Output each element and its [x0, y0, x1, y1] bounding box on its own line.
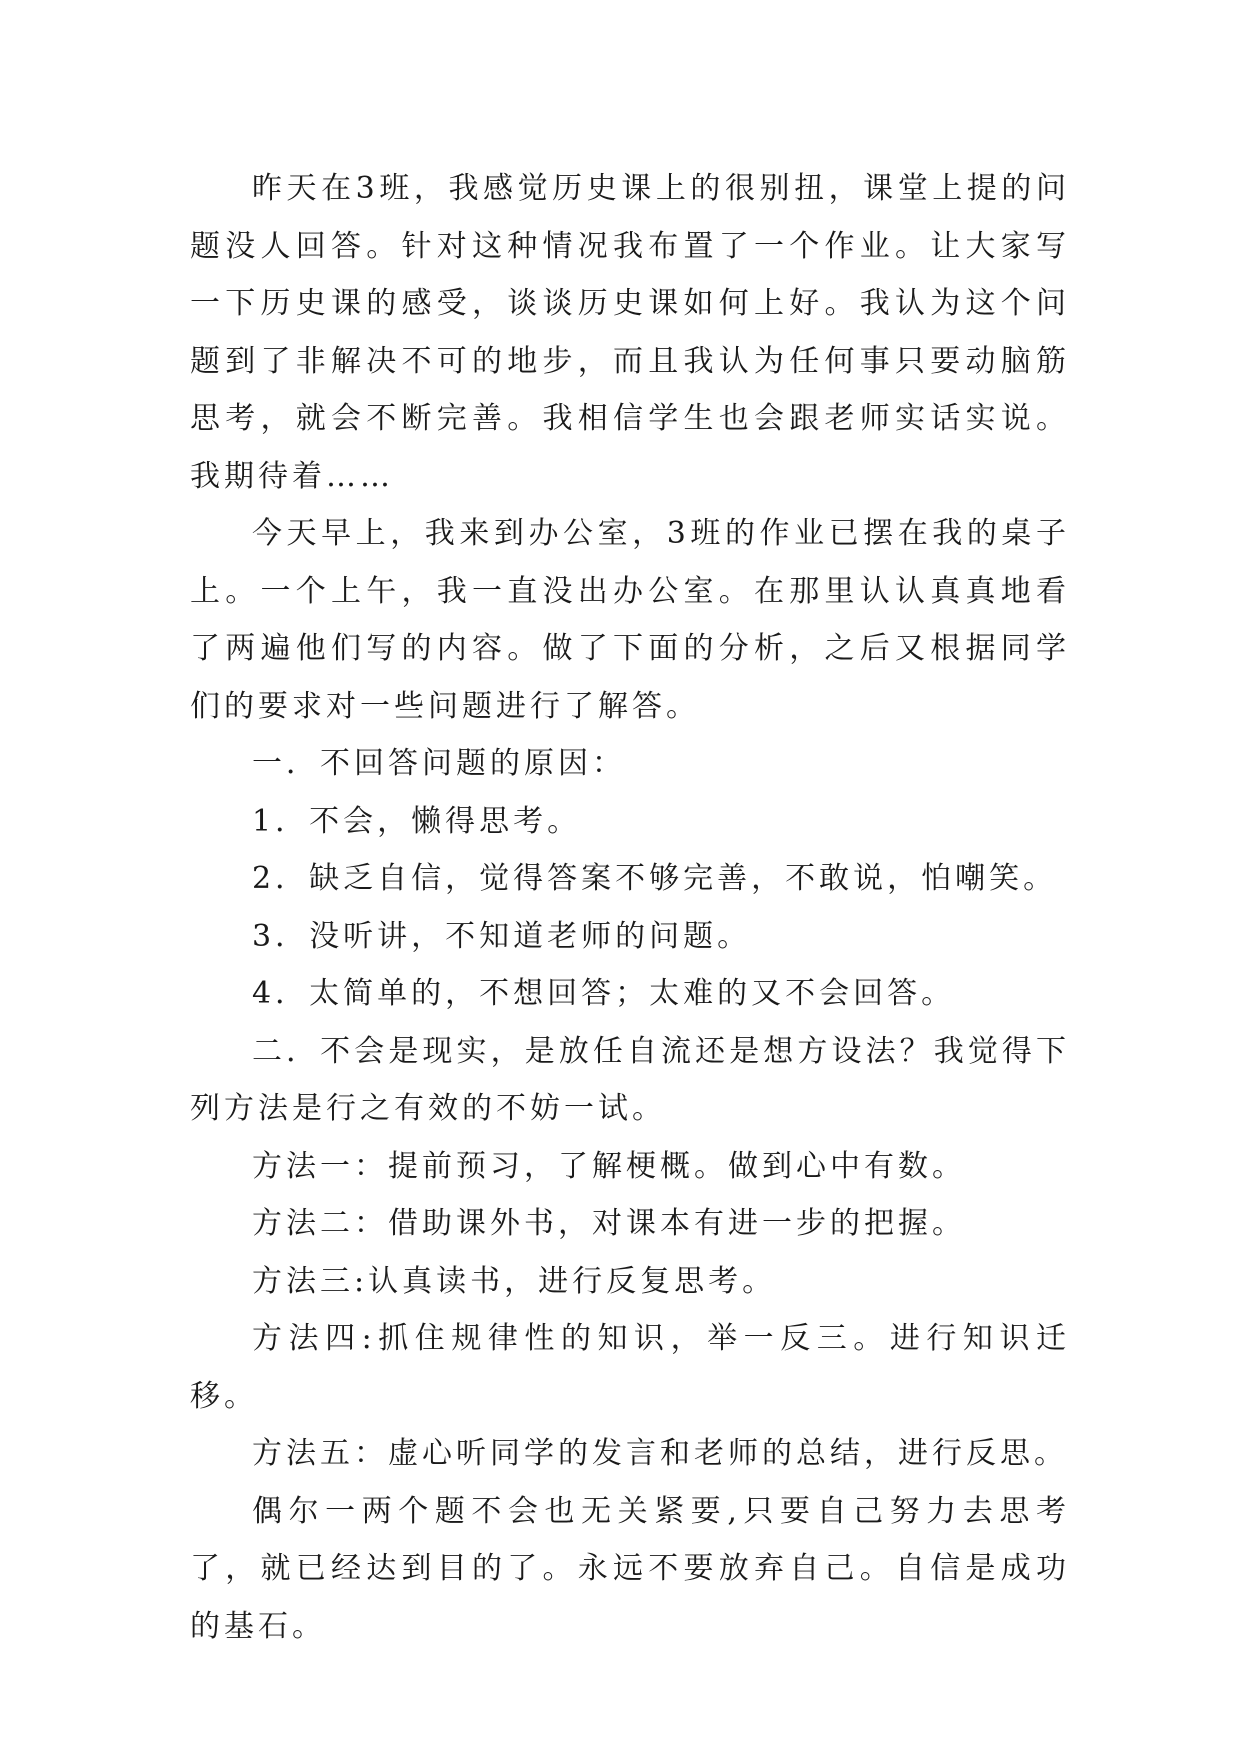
paragraph-yesterday: 昨天在3班，我感觉历史课上的很别扭，课堂上提的问题没人回答。针对这种情况我布置了一个作业。让大家写一下历史课的感受，谈谈历史课如何上好。我认为这个问题到了非解决不可的地步，而且我认为任何事只要动脑筋思考，就会不断完善。我相信学生也会跟老师实话实说。我期待着…… [190, 171, 1070, 494]
reason-item-1: 1．不会，懒得思考。 [252, 803, 582, 839]
reason-item-2: 2．缺乏自信，觉得答案不够完善，不敢说，怕嘲笑。 [252, 861, 1058, 896]
method-item-5: 方法五：虚心听同学的发言和老师的总结，进行反思。 [252, 1436, 1068, 1471]
method-item-3: 方法三:认真读书，进行反复思考。 [252, 1263, 777, 1299]
paragraph-conclusion: 偶尔一两个题不会也无关紧要,只要自己努力去思考了，就已经达到目的了。永远不要放弃自己。自信是成功的基石。 [190, 1493, 1070, 1644]
paragraph-today: 今天早上，我来到办公室，3班的作业已摆在我的桌子上。一个上午，我一直没出办公室。在那里认认真真地看了两遍他们写的内容。做了下面的分析，之后又根据同学们的要求对一些问题进行了解答。 [190, 516, 1070, 724]
reason-item-4: 4．太简单的，不想回答；太难的又不会回答。 [252, 976, 956, 1011]
method-item-1: 方法一：提前预习，了解梗概。做到心中有数。 [252, 1148, 966, 1184]
method-item-4: 方法四:抓住规律性的知识，举一反三。进行知识迁移。 [190, 1321, 1070, 1414]
reason-item-3: 3．没听讲，不知道老师的问题。 [252, 918, 752, 954]
heading-reasons: 一．不回答问题的原因： [252, 746, 626, 781]
heading-methods: 二．不会是现实，是放任自流还是想方设法？我觉得下列方法是行之有效的不妨一试。 [190, 1033, 1070, 1126]
document-page [190, 160, 1070, 1655]
method-item-2: 方法二：借助课外书，对课本有进一步的把握。 [252, 1206, 966, 1241]
